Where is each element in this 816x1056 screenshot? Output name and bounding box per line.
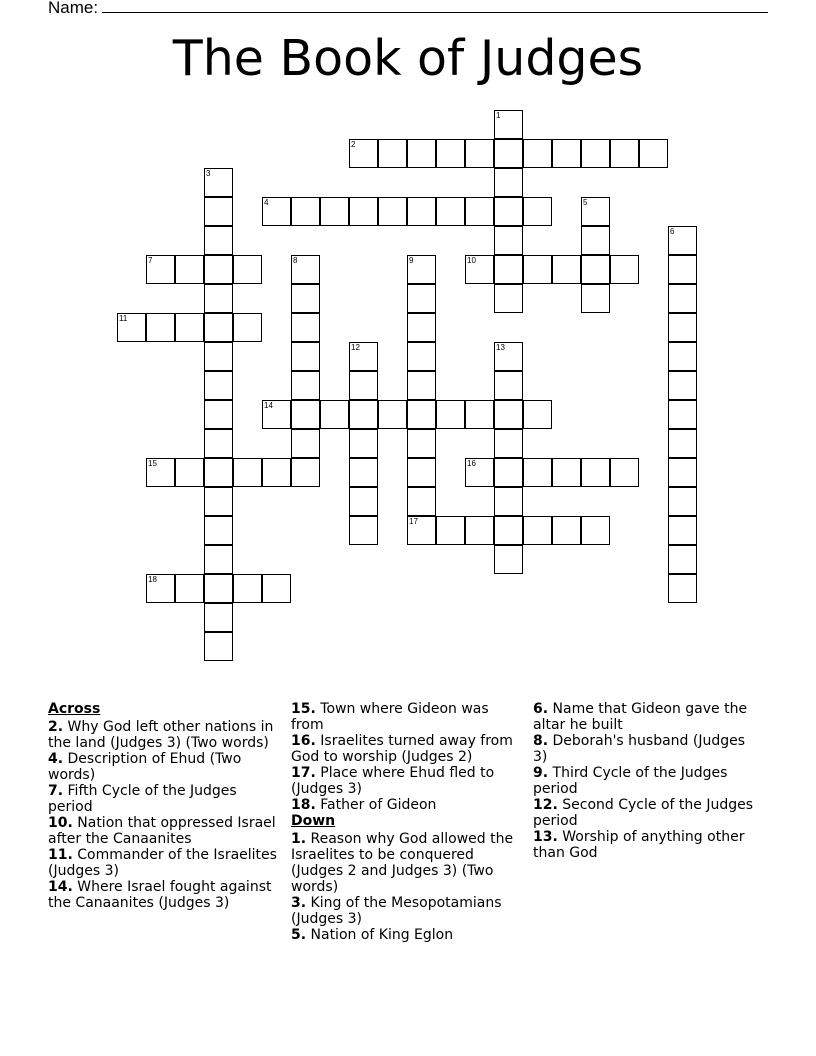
grid-cell[interactable]	[668, 371, 697, 400]
grid-cell[interactable]	[668, 226, 697, 255]
grid-cell[interactable]	[349, 429, 378, 458]
clue-item-text: Israelites turned away from God to worship (Judges 2)	[291, 733, 513, 765]
grid-cell[interactable]	[204, 313, 233, 342]
clue-item	[291, 927, 523, 943]
grid-cell[interactable]	[494, 168, 523, 197]
grid-cell[interactable]	[204, 545, 233, 574]
grid-cell[interactable]	[407, 313, 436, 342]
grid-cell[interactable]	[523, 197, 552, 226]
grid-cell[interactable]	[407, 139, 436, 168]
clue-item	[533, 765, 758, 797]
grid-cell[interactable]	[175, 574, 204, 603]
grid-cell[interactable]	[204, 632, 233, 661]
grid-cell[interactable]	[204, 342, 233, 371]
grid-cell[interactable]	[407, 487, 436, 516]
grid-cell[interactable]	[552, 458, 581, 487]
grid-cell[interactable]	[320, 197, 349, 226]
clue-item-text: Town where Gideon was from	[291, 701, 489, 733]
grid-cell[interactable]	[349, 371, 378, 400]
clue-item	[533, 829, 758, 861]
grid-cell[interactable]	[233, 313, 262, 342]
grid-cell[interactable]	[610, 458, 639, 487]
clue-item-number: 5.	[291, 927, 307, 943]
clue-number: 14	[264, 401, 273, 410]
grid-cell[interactable]	[494, 255, 523, 284]
grid-cell[interactable]	[494, 110, 523, 139]
clue-item-text: Deborah's husband (Judges 3)	[533, 733, 746, 765]
grid-cell[interactable]	[204, 197, 233, 226]
grid-cell[interactable]	[581, 197, 610, 226]
grid-cell[interactable]	[175, 255, 204, 284]
grid-cell[interactable]	[639, 139, 668, 168]
clue-item	[533, 797, 758, 829]
clue-item-text: Name that Gideon gave the altar he built	[533, 701, 748, 733]
grid-cell[interactable]	[668, 516, 697, 545]
clue-item-number: 11.	[48, 847, 73, 863]
grid-cell[interactable]	[291, 400, 320, 429]
clue-item-text: King of the Mesopotamians (Judges 3)	[291, 895, 502, 927]
grid-cell[interactable]	[494, 429, 523, 458]
grid-cell[interactable]	[204, 574, 233, 603]
clue-item-text: Why God left other nations in the land (Judges 3) (Two words)	[48, 719, 274, 751]
grid-cell[interactable]	[436, 516, 465, 545]
grid-cell[interactable]	[407, 197, 436, 226]
clue-item	[48, 815, 280, 847]
clue-item	[533, 733, 758, 765]
grid-cell[interactable]	[581, 255, 610, 284]
grid-cell[interactable]	[581, 458, 610, 487]
grid-cell[interactable]	[668, 574, 697, 603]
grid-cell[interactable]	[465, 400, 494, 429]
grid-cell[interactable]	[204, 400, 233, 429]
grid-cell[interactable]	[146, 313, 175, 342]
grid-cell[interactable]	[262, 574, 291, 603]
grid-cell[interactable]	[349, 342, 378, 371]
grid-cell[interactable]	[262, 458, 291, 487]
grid-cell[interactable]	[668, 429, 697, 458]
grid-cell[interactable]	[175, 458, 204, 487]
grid-cell[interactable]	[668, 255, 697, 284]
grid-cell[interactable]	[291, 458, 320, 487]
clue-item	[291, 765, 523, 797]
grid-cell[interactable]	[552, 139, 581, 168]
grid-cell[interactable]	[320, 400, 349, 429]
clue-item-number: 10.	[48, 815, 73, 831]
clue-item-text: Fifth Cycle of the Judges period	[48, 783, 237, 815]
grid-cell[interactable]	[668, 458, 697, 487]
grid-cell[interactable]	[204, 487, 233, 516]
grid-cell[interactable]	[436, 139, 465, 168]
grid-cell[interactable]	[581, 284, 610, 313]
grid-cell[interactable]	[436, 197, 465, 226]
grid-cell[interactable]	[204, 284, 233, 313]
grid-cell[interactable]	[349, 139, 378, 168]
grid-cell[interactable]	[407, 429, 436, 458]
grid-cell[interactable]	[146, 255, 175, 284]
clue-item-text: Where Israel fought against the Canaanites (Judges 3)	[48, 879, 272, 911]
clue-item-number: 18.	[291, 797, 316, 813]
clue-item	[48, 719, 280, 751]
grid-cell[interactable]	[494, 284, 523, 313]
grid-cell[interactable]	[349, 197, 378, 226]
clue-item-number: 2.	[48, 719, 64, 735]
grid-cell[interactable]	[378, 139, 407, 168]
clue-item-text: Place where Ehud fled to (Judges 3)	[291, 765, 495, 797]
clue-number: 11	[119, 314, 128, 323]
grid-cell[interactable]	[349, 487, 378, 516]
clue-item-text: Nation of King Eglon	[310, 927, 454, 943]
grid-cell[interactable]	[668, 487, 697, 516]
down-heading: Down	[291, 813, 336, 829]
clue-number: 3	[206, 169, 211, 178]
grid-cell[interactable]	[204, 429, 233, 458]
grid-cell[interactable]	[291, 255, 320, 284]
grid-cell[interactable]	[204, 603, 233, 632]
clue-item-number: 13.	[533, 829, 558, 845]
grid-cell[interactable]	[523, 516, 552, 545]
clue-item	[291, 701, 523, 733]
grid-cell[interactable]	[465, 516, 494, 545]
clue-item	[48, 879, 280, 911]
grid-cell[interactable]	[494, 487, 523, 516]
grid-cell[interactable]	[117, 313, 146, 342]
clue-item-text: Worship of anything other than God	[533, 829, 745, 861]
grid-cell[interactable]	[523, 255, 552, 284]
grid-cell[interactable]	[581, 226, 610, 255]
clue-number: 18	[148, 575, 157, 584]
clue-number: 1	[496, 111, 501, 120]
grid-cell[interactable]	[262, 197, 291, 226]
clue-number: 13	[496, 343, 505, 352]
across-heading: Across	[48, 701, 101, 717]
clue-number: 4	[264, 198, 269, 207]
grid-cell[interactable]	[291, 313, 320, 342]
grid-cell[interactable]	[204, 516, 233, 545]
grid-cell[interactable]	[378, 197, 407, 226]
grid-cell[interactable]	[407, 284, 436, 313]
clue-item	[291, 895, 523, 927]
grid-cell[interactable]	[494, 371, 523, 400]
clue-item	[48, 783, 280, 815]
grid-cell[interactable]	[349, 400, 378, 429]
grid-cell[interactable]	[233, 574, 262, 603]
clue-item-number: 14.	[48, 879, 73, 895]
grid-cell[interactable]	[465, 139, 494, 168]
grid-cell[interactable]	[378, 400, 407, 429]
clue-item-text: Commander of the Israelites (Judges 3)	[48, 847, 277, 879]
clue-item-text: Second Cycle of the Judges period	[533, 797, 754, 829]
grid-cell[interactable]	[668, 342, 697, 371]
grid-cell[interactable]	[494, 139, 523, 168]
clue-item-number: 16.	[291, 733, 316, 749]
clue-number: 17	[409, 517, 418, 526]
grid-cell[interactable]	[407, 342, 436, 371]
grid-cell[interactable]	[262, 400, 291, 429]
grid-cell[interactable]	[204, 226, 233, 255]
clue-number: 7	[148, 256, 153, 265]
grid-cell[interactable]	[204, 255, 233, 284]
grid-cell[interactable]	[465, 197, 494, 226]
grid-cell[interactable]	[465, 255, 494, 284]
grid-cell[interactable]	[523, 139, 552, 168]
clue-number: 10	[467, 256, 476, 265]
grid-cell[interactable]	[175, 313, 204, 342]
grid-cell[interactable]	[204, 168, 233, 197]
clue-item-number: 17.	[291, 765, 316, 781]
clue-item-text: Nation that oppressed Israel after the Canaanites	[48, 815, 276, 847]
clue-number: 2	[351, 140, 356, 149]
clue-number: 5	[583, 198, 588, 207]
clue-number: 8	[293, 256, 298, 265]
clue-item	[291, 733, 523, 765]
grid-cell[interactable]	[552, 516, 581, 545]
clue-item-text: Father of Gideon	[320, 797, 437, 813]
grid-cell[interactable]	[494, 516, 523, 545]
clue-item-number: 15.	[291, 701, 316, 717]
grid-cell[interactable]	[668, 400, 697, 429]
clue-item	[533, 701, 758, 733]
grid-cell[interactable]	[291, 429, 320, 458]
clue-item	[48, 751, 280, 783]
clue-item-text: Reason why God allowed the Israelites to be conquered (Judges 2 and Judges 3) (Two words)	[291, 831, 514, 895]
grid-cell[interactable]	[146, 574, 175, 603]
grid-cell[interactable]	[291, 197, 320, 226]
grid-cell[interactable]	[523, 458, 552, 487]
clue-number: 12	[351, 343, 360, 352]
grid-cell[interactable]	[581, 516, 610, 545]
clue-number: 6	[670, 227, 675, 236]
grid-cell[interactable]	[668, 284, 697, 313]
clue-item-number: 9.	[533, 765, 549, 781]
grid-cell[interactable]	[407, 516, 436, 545]
clue-number: 15	[148, 459, 157, 468]
grid-cell[interactable]	[610, 139, 639, 168]
grid-cell[interactable]	[233, 458, 262, 487]
grid-cell[interactable]	[349, 458, 378, 487]
grid-cell[interactable]	[146, 458, 175, 487]
grid-cell[interactable]	[668, 545, 697, 574]
grid-cell[interactable]	[233, 255, 262, 284]
clue-number: 16	[467, 459, 476, 468]
grid-cell[interactable]	[552, 255, 581, 284]
grid-cell[interactable]	[494, 226, 523, 255]
clue-item-number: 3.	[291, 895, 307, 911]
grid-cell[interactable]	[291, 284, 320, 313]
grid-cell[interactable]	[291, 342, 320, 371]
grid-cell[interactable]	[349, 516, 378, 545]
page-title: The Book of Judges	[172, 30, 644, 87]
grid-cell[interactable]	[581, 139, 610, 168]
clue-item-number: 8.	[533, 733, 549, 749]
clue-item-number: 12.	[533, 797, 558, 813]
clue-item-text: Description of Ehud (Two words)	[48, 751, 242, 783]
grid-cell[interactable]	[668, 313, 697, 342]
grid-cell[interactable]	[494, 545, 523, 574]
clues-column-2	[291, 701, 523, 943]
clue-item	[291, 797, 523, 813]
clues-column-1	[48, 701, 280, 911]
grid-cell[interactable]	[610, 255, 639, 284]
clue-item-number: 1.	[291, 831, 307, 847]
clue-item	[291, 831, 523, 895]
grid-cell[interactable]	[407, 371, 436, 400]
clue-item-number: 4.	[48, 751, 64, 767]
clue-number: 9	[409, 256, 414, 265]
grid-cell[interactable]	[204, 371, 233, 400]
grid-cell[interactable]	[523, 400, 552, 429]
grid-cell[interactable]	[291, 371, 320, 400]
clue-item-text: Third Cycle of the Judges period	[533, 765, 728, 797]
grid-cell[interactable]	[407, 458, 436, 487]
grid-cell[interactable]	[465, 458, 494, 487]
grid-cell[interactable]	[494, 197, 523, 226]
clue-item-number: 6.	[533, 701, 549, 717]
grid-cell[interactable]	[204, 458, 233, 487]
grid-cell[interactable]	[436, 400, 465, 429]
clues-column-3	[533, 701, 758, 861]
clue-item	[48, 847, 280, 879]
grid-cell[interactable]	[494, 342, 523, 371]
name-label: Name:	[48, 0, 99, 17]
grid-cell[interactable]	[407, 255, 436, 284]
grid-cell[interactable]	[494, 458, 523, 487]
grid-cell[interactable]	[494, 400, 523, 429]
clue-item-number: 7.	[48, 783, 64, 799]
grid-cell[interactable]	[407, 400, 436, 429]
